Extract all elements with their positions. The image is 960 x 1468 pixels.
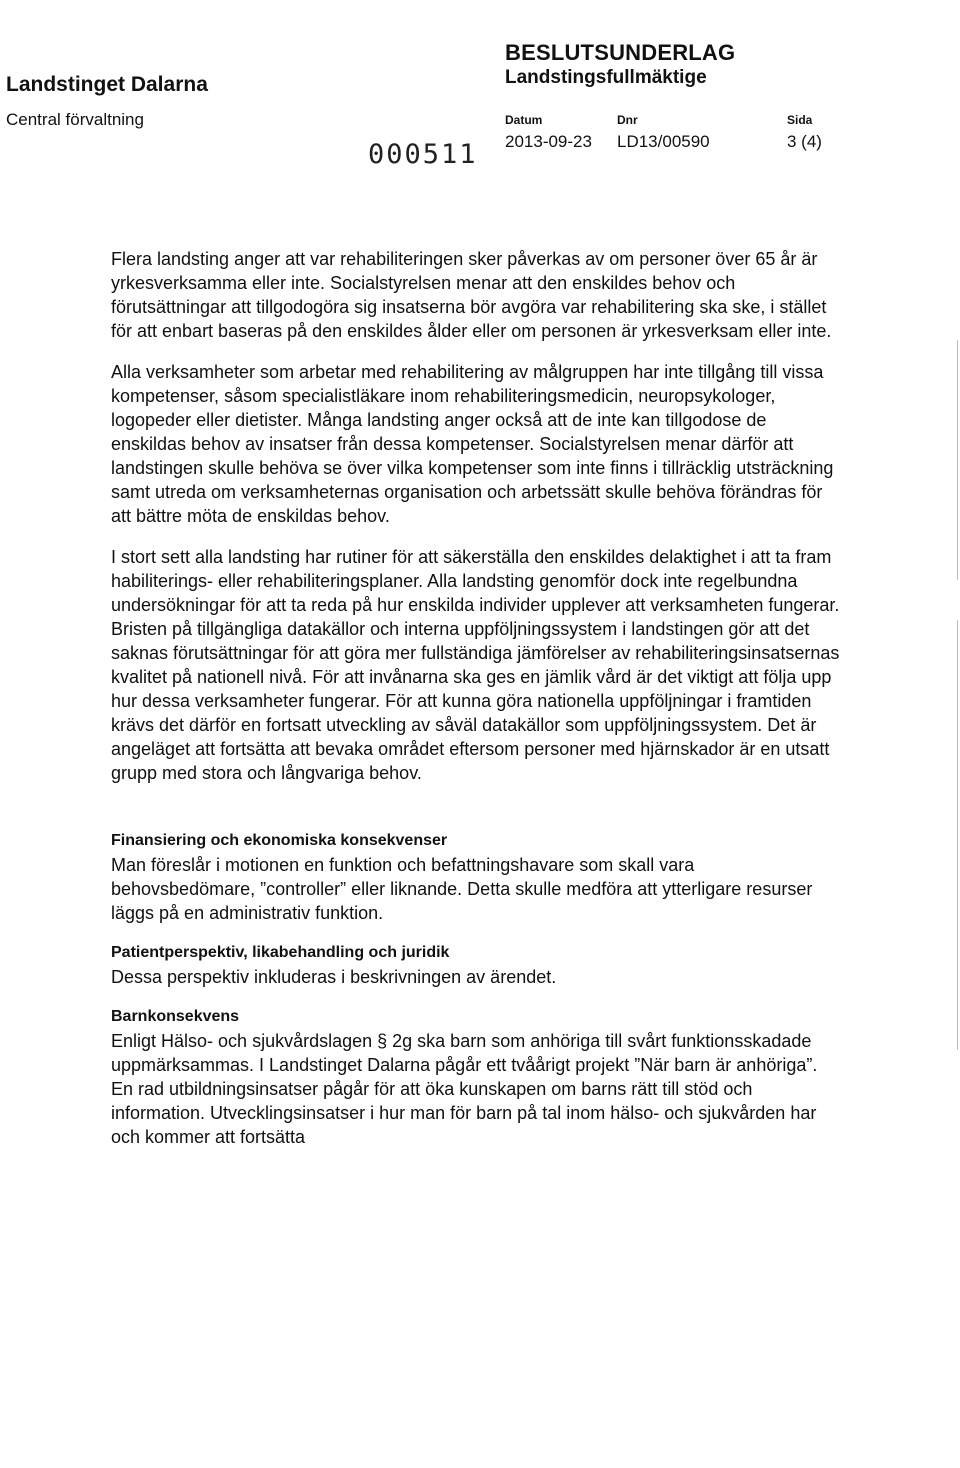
page-value: 3 (4) bbox=[787, 132, 822, 151]
document-body bbox=[111, 247, 841, 1159]
dnr-value: LD13/00590 bbox=[617, 132, 710, 151]
dnr-label: Dnr bbox=[617, 113, 638, 127]
section-heading-patientperspektiv: Patientperspektiv, likabehandling och juridik bbox=[111, 944, 450, 961]
section-text-barnkonsekvens: Enligt Hälso- och sjukvårdslagen § 2g ska barn som anhöriga till svårt funktionsskadade uppmärksammas. I Landstinget Dalarna pågår ett tvåårigt projekt ”När barn är anhöriga”. En rad utbildningsinsatser pågår för att öka kunskapen om barns rätt till stöd och information. Utvecklingsinsatser i hur man för barn på tal inom hälso- och sjukvården har och kommer att fortsätta bbox=[111, 1031, 818, 1147]
body-paragraph: Flera landsting anger att var rehabiliteringen sker påverkas av om personer över 65 år är yrkesverksamma eller inte. Socialstyrelsen menar att den enskildes behov och förutsättningar att tillgodogöra sig insatserna bör avgöra var rehabilitering ska ske, i stället för att enbart baseras på den enskildes ålder eller om personen är yrkesverksam eller inte. bbox=[111, 249, 832, 341]
body-paragraph: Alla verksamheter som arbetar med rehabilitering av målgruppen har inte tillgång till vissa kompetenser, såsom specialistläkare inom rehabiliteringsmedicin, neuropsykologer, logopeder eller dietister. Många landsting anger också att de inte kan tillgodose de enskildas behov av insatser från dessa kompetenser. Socialstyrelsen menar därför att landstingen skulle behöva se över vilka kompetenser som inte finns i tillräcklig utsträckning samt utreda om verksamheternas organisation och arbetssätt skulle behöva förändras för att bättre möta de enskildas behov. bbox=[111, 362, 834, 526]
scan-edge-line bbox=[957, 620, 958, 1050]
department-name: Central förvaltning bbox=[6, 110, 144, 129]
body-paragraph: I stort sett alla landsting har rutiner för att säkerställa den enskildes delaktighet i att ta fram habiliterings- eller rehabiliteringsplaner. Alla landsting genomför dock inte regelbundna undersökningar för att ta reda på hur enskilda individer upplever att verksamheten fungerar. Bristen på tillgängliga datakällor och interna uppföljningssystem i landstingen gör att det saknas förutsättningar för att göra mer fullständiga jämförelser av rehabiliteringsinsatsernas kvalitet på nationell nivå. För att invånarna ska ges en jämlik vård är det viktigt att följa upp hur dessa verksamheter fungerar. För att kunna göra nationella uppföljningar i framtiden krävs det därför en fortsatt utveckling av såväl datakällor som uppföljningssystem. Det är angeläget att fortsätta att bevaka området eftersom personer med hjärnskador är en utsatt grupp med stora och långvariga behov. bbox=[111, 547, 840, 783]
date-value: 2013-09-23 bbox=[505, 132, 592, 151]
scan-edge-line bbox=[957, 340, 958, 580]
section-heading-barnkonsekvens: Barnkonsekvens bbox=[111, 1008, 240, 1025]
date-label: Datum bbox=[505, 113, 543, 127]
document-type: BESLUTSUNDERLAG bbox=[505, 40, 736, 65]
recipient: Landstingsfullmäktige bbox=[505, 67, 707, 88]
section-text-patientperspektiv: Dessa perspektiv inkluderas i beskrivningen av ärendet. bbox=[111, 967, 557, 987]
section-text-finansiering: Man föreslår i motionen en funktion och befattningshavare som skall vara behovsbedömare, ”controller” eller liknande. Detta skulle medföra att ytterligare resurser läggs på en administrativ funktion. bbox=[111, 855, 813, 923]
section-heading-finansiering: Finansiering och ekonomiska konsekvenser bbox=[111, 832, 448, 849]
organization-name: Landstinget Dalarna bbox=[6, 73, 208, 96]
archive-stamp: 000511 bbox=[368, 139, 478, 170]
page-label: Sida bbox=[787, 113, 813, 127]
